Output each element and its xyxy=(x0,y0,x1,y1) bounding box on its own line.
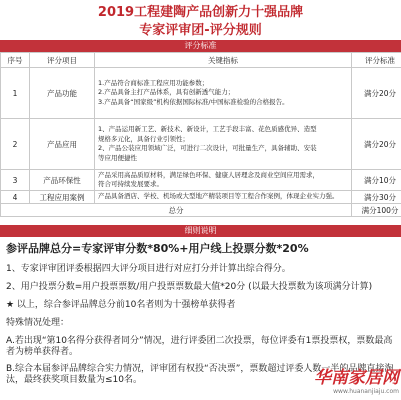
table-row xyxy=(1,119,401,170)
indicator-line: 1.产品符合商标准工程应用功能参数； xyxy=(98,78,209,87)
watermark-name: 华南家居网 xyxy=(314,368,399,388)
row-index: 4 xyxy=(1,191,30,204)
table-row xyxy=(1,68,401,119)
row-indicators xyxy=(95,191,352,204)
row-indicators xyxy=(95,68,352,119)
indicator-line: 等应用便捷性 xyxy=(98,153,137,162)
detail-line-2: 2、用户投票分数=用户投票票数/用户投票票数最大值*20分 (以最大投票数为该项满分计算) xyxy=(6,282,373,292)
site-watermark xyxy=(279,368,399,398)
indicator-line: 2.产品具备主打产品体系，具有创新透气能力； xyxy=(98,88,235,97)
page-title: 2019工程建陶产品创新力十强品牌 xyxy=(97,5,304,20)
row-standard: 满分20分 xyxy=(352,68,401,119)
row-indicators xyxy=(95,119,352,170)
section-bar-details: 细则说明 xyxy=(0,225,401,237)
table-header-row xyxy=(1,53,401,68)
indicator-line: 2、产品公装应用领域广泛，可进行二次设计，可批量生产，具备辅助、安装 xyxy=(98,144,317,152)
detail-line-b: B.综合本届参评品牌综合实力情况，评审团有权投“否决票”，票数超过评委人数一半的品牌直接淘汰，最终获奖项目数量为≤10名。 xyxy=(6,364,394,385)
row-item: 工程应用案例 xyxy=(30,191,95,204)
total-value: 满分100分 xyxy=(352,204,401,217)
row-item: 产品环保性 xyxy=(30,170,95,191)
row-index: 1 xyxy=(1,68,30,119)
page-subtitle: 专家评审团-评分规则 xyxy=(139,23,262,38)
row-item: 产品应用 xyxy=(30,119,95,170)
total-label: 总分 xyxy=(1,204,352,217)
header-standard: 评分标准 xyxy=(352,53,401,68)
header-item: 评分项目 xyxy=(30,53,95,68)
indicator-line: 产品具备酒店、学校、机场或大型地产精装项目等工程合作案例，体现企业实力强。 xyxy=(98,192,339,201)
row-index: 2 xyxy=(1,119,30,170)
scoring-table xyxy=(0,52,401,217)
detail-line-star: ★ 以上，综合参评品牌总分前10名者则为十强榜单获得者 xyxy=(6,300,236,310)
detail-line-a: A.若出现“第10名得分获得者同分”情况，进行评委团二次投票，每位评委有1票投票权，票数最高者为榜单获得者。 xyxy=(6,336,393,357)
detail-line-1: 1、专家评审团评委根据四大评分项目进行对应打分并计算出综合得分。 xyxy=(6,264,291,274)
row-standard: 满分10分 xyxy=(352,170,401,191)
indicator-line: 产品采用高品质原材料，满足绿色环保、健康人居理念及商业空间应用需求， xyxy=(98,170,319,179)
detail-line-special: 特殊情况处理： xyxy=(6,318,70,328)
table-row xyxy=(1,170,401,191)
table-total-row xyxy=(1,204,401,217)
row-indicators xyxy=(95,170,352,191)
indicator-line: 1、产品运用新工艺、新技术、新设计，工艺手段丰富、花色质感优异、造型 xyxy=(98,125,317,133)
indicator-line: 规格多元化，具备行业引领性； xyxy=(98,134,189,143)
header-index: 序号 xyxy=(1,53,30,68)
row-standard: 满分20分 xyxy=(352,119,401,170)
row-item: 产品功能 xyxy=(30,68,95,119)
indicator-line: 符合可持续发展要求。 xyxy=(98,180,163,188)
row-index: 3 xyxy=(1,170,30,191)
watermark-url: www.huananjiaju.com xyxy=(333,388,399,395)
section-bar-criteria: 评分标准 xyxy=(0,40,401,52)
table-row xyxy=(1,191,401,204)
row-standard: 满分30分 xyxy=(352,191,401,204)
header-indicators: 关键指标 xyxy=(95,53,352,68)
score-formula: 参评品牌总分=专家评审分数*80%+用户线上投票分数*20% xyxy=(6,242,309,255)
indicator-line: 3.产品具备“国家级”机构依据国际标准/中国标准检验的合格报告。 xyxy=(98,97,289,106)
